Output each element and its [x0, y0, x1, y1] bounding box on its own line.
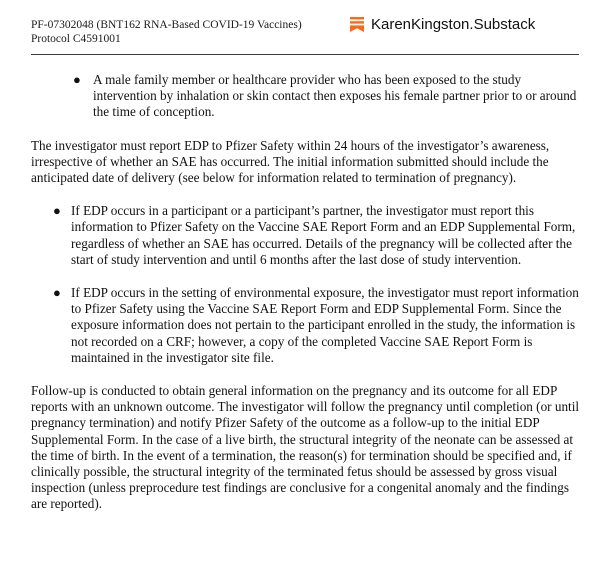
bullet-text: If EDP occurs in a participant or a participant’s partner, the investigator must report this information to Pfizer Safety on the Vaccine SAE Report Form and an EDP Supplemental Form, regardless of whether an SAE has occurred. Details of the pregnancy will be collected after the start of study intervention and until 6 months after the last dose of study intervention.	[71, 203, 576, 267]
list-item	[31, 203, 583, 268]
bullet-text: A male family member or healthcare provider who has been exposed to the study intervention by inhalation or skin contact then exposes his female partner prior to or around the time of conception.	[93, 72, 577, 120]
substack-watermark	[350, 16, 535, 33]
paragraph-follow-up: Follow-up is conducted to obtain general information on the pregnancy and its outcome for all EDP reports with an unknown outcome. The investigator will follow the pregnancy until completion (or until pregnancy termination) and notify Pfizer Safety of the outcome as a follow-up to the initial EDP Supplemental Form. In the case of a live birth, the structural integrity of the neonate can be assessed at the time of birth. In the event of a termination, the reason(s) for termination should be specified and, if clinically possible, the structural integrity of the terminated fetus should be assessed by gross visual inspection (unless preprocedure test findings are conclusive for a congenital anomaly and the findings are reported).	[31, 383, 580, 512]
bullet-icon: ●	[53, 285, 61, 301]
document-body	[31, 72, 583, 530]
bullet-text: If EDP occurs in the setting of environmental exposure, the investigator must report information to Pfizer Safety using the Vaccine SAE Report Form and EDP Supplemental Form. Since the exposure information does not pertain to the participant enrolled in the study, the information is not recorded on a CRF; however, a copy of the completed Vaccine SAE Report Form is maintained in the investigator site file.	[71, 285, 579, 365]
header-protocol-line: Protocol C4591001	[31, 33, 121, 45]
substack-icon-graphic	[350, 17, 364, 32]
paragraph-edp-reporting: The investigator must report EDP to Pfizer Safety within 24 hours of the investigator’s awareness, irrespective of whether an SAE has occurred. The initial information submitted should include the anticipated date of delivery (see below for information related to termination of pregnancy).	[31, 137, 550, 186]
header-divider	[31, 54, 579, 55]
list-item	[31, 285, 583, 366]
substack-icon	[350, 17, 364, 32]
header-product-line: PF-07302048 (BNT162 RNA-Based COVID-19 Vaccines)	[31, 19, 302, 31]
list-item	[31, 72, 583, 121]
bullet-icon: ●	[53, 203, 61, 219]
bullet-icon: ●	[73, 72, 81, 87]
watermark-text: KarenKingston.Substack	[371, 16, 536, 33]
document-header	[31, 18, 302, 46]
